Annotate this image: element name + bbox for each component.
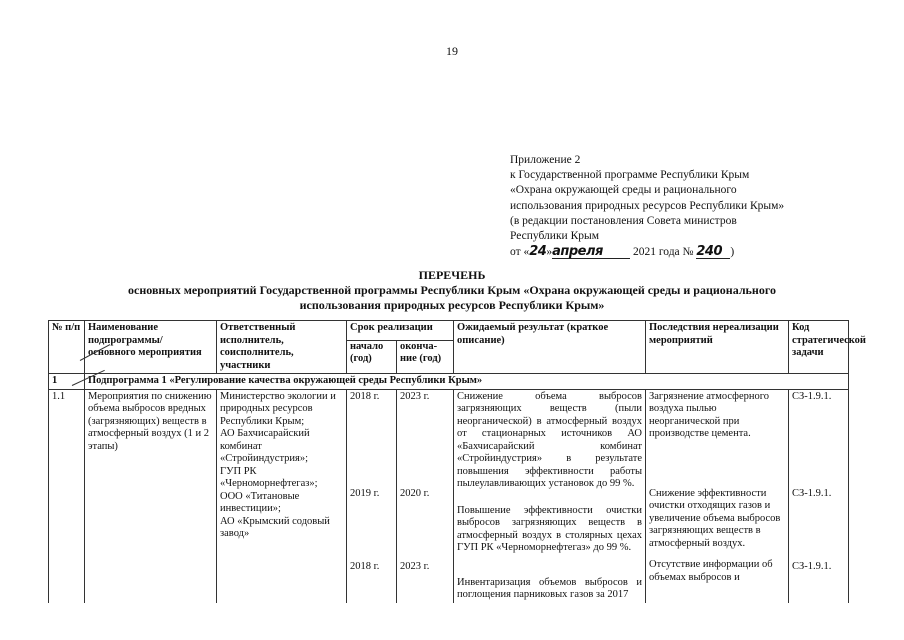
header-consequences: Последствия нереализации мероприятий xyxy=(646,321,789,374)
item-result: Снижение объема выбросов загрязняющих веществ (пыли неорганической) в атмосферный воздух от стационарных источников АО «Бахчисарайский комбинат «Стройиндустрия» в результате повышения эффективности работы пылеулавливающих установок до 99 %. xyxy=(457,390,642,489)
table-row xyxy=(49,389,849,603)
header-executor: Ответственный исполнитель, соисполнитель, участники xyxy=(217,321,347,374)
executor-item: АО Бахчисарайский комбинат «Стройиндустрия»; xyxy=(220,428,310,464)
row-consequence-column xyxy=(646,389,789,603)
header-name: Наименование подпрограммы/ основного мероприятия xyxy=(85,321,217,374)
date-month-handwritten: апреля xyxy=(552,246,630,259)
section-num: 1 xyxy=(49,374,85,390)
item-consequence: Снижение эффективности очистки отходящих газов и увеличение объема выбросов загрязняющих веществ в атмосферный воздух. xyxy=(649,487,781,549)
row-num: 1.1 xyxy=(49,389,85,603)
date-prefix: от « xyxy=(510,246,530,259)
item-end: 2023 г. xyxy=(400,390,430,402)
executor-item: ООО «Титановые инвестиции»; xyxy=(220,490,300,514)
header-end: оконча-ние (год) xyxy=(397,340,454,373)
row-name: Мероприятия по снижению объема выбросов вредных (загрязняющих) веществ в атмосферный воздух (1 и 2 этапы) xyxy=(85,389,217,603)
date-mid: » xyxy=(546,246,553,259)
appendix-line-4: использования природных ресурсов Республики Крым» xyxy=(510,199,785,212)
row-end-column xyxy=(397,389,454,603)
title-line-3: использования природных ресурсов Республики Крым» xyxy=(299,298,605,312)
measures-table xyxy=(48,320,866,603)
item-end: 2020 г. xyxy=(400,488,430,499)
page-number: 19 xyxy=(446,44,458,58)
resolution-number-handwritten: 240 xyxy=(696,246,730,259)
title-line-2: основных мероприятий Государственной программы Республики Крым «Охрана окружающей среды и рационального xyxy=(128,283,776,297)
row-result-column xyxy=(454,389,646,603)
appendix-line-1: Приложение 2 xyxy=(510,154,581,166)
row-start-column xyxy=(347,389,397,603)
appendix-line-3: «Охрана окружающей среды и рационального xyxy=(510,184,737,197)
date-close: ) xyxy=(730,246,735,259)
item-code: СЗ-1.9.1. xyxy=(792,488,832,499)
appendix-block xyxy=(510,153,840,260)
header-start: начало (год) xyxy=(347,340,397,373)
item-start: 2018 г. xyxy=(350,560,380,572)
date-year: 2021 года № xyxy=(632,246,694,259)
header-term: Срок реализации xyxy=(347,321,454,341)
item-consequence: Загрязнение атмосферного воздуха пылью неорганической при производстве цемента. xyxy=(649,390,770,439)
row-executors xyxy=(217,389,347,603)
item-end: 2023 г. xyxy=(400,560,430,572)
item-start: 2019 г. xyxy=(350,488,380,499)
header-code: Код стратегической задачи xyxy=(789,321,849,374)
executor-item: Министерство экологии и природных ресурсов Республики Крым; xyxy=(220,390,336,427)
item-consequence: Отсутствие информации об объемах выбросов и xyxy=(649,559,773,583)
section-row xyxy=(49,374,849,390)
item-code: СЗ-1.9.1. xyxy=(792,390,832,402)
table-header-row xyxy=(49,321,849,341)
appendix-line-6: Республики Крым xyxy=(510,230,599,243)
document-title xyxy=(30,268,874,313)
executor-item: АО «Крымский содовый завод» xyxy=(220,515,330,539)
row-code-column xyxy=(789,389,849,603)
appendix-line-2: к Государственной программе Республики Крым xyxy=(510,169,750,182)
section-title: Подпрограмма 1 «Регулирование качества окружающей среды Республики Крым» xyxy=(85,374,849,390)
appendix-date-line xyxy=(510,244,840,260)
header-num: № п/п xyxy=(49,321,85,374)
date-day-handwritten: 24 xyxy=(529,244,547,260)
header-result: Ожидаемый результат (краткое описание) xyxy=(454,321,646,374)
item-result: Инвентаризация объемов выбросов и поглощения парниковых газов за 2017 xyxy=(457,576,642,600)
item-result: Повышение эффективности очистки выбросов загрязняющих веществ в атмосферный воздух в столярных цехах ГУП РК «Черноморнефтегаз» до 99 %. xyxy=(457,504,642,553)
title-line-1: ПЕРЕЧЕНЬ xyxy=(418,268,486,282)
item-start: 2018 г. xyxy=(350,390,380,402)
item-code: СЗ-1.9.1. xyxy=(792,560,832,572)
executor-item: ГУП РК «Черноморнефтегаз»; xyxy=(220,465,318,489)
appendix-line-5: (в редакции постановления Совета министров xyxy=(510,214,737,227)
